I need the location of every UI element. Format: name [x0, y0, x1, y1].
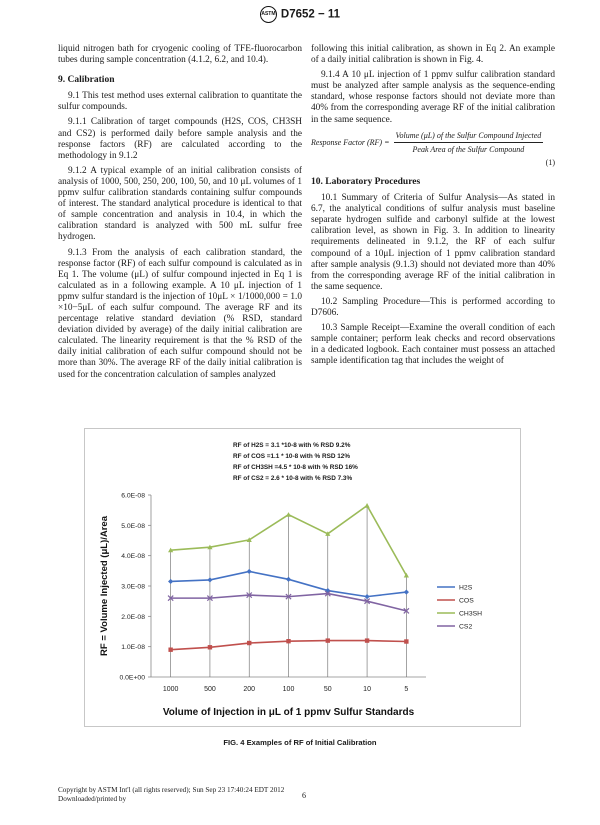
page-header [0, 6, 600, 23]
equation-denominator: Peak Area of the Sulfur Compound [412, 144, 525, 154]
x-tick-label: 1000 [162, 686, 179, 693]
legend-label-ch3sh: CH3SH [459, 610, 483, 618]
figure-4-chart [84, 428, 521, 727]
annotation-cs2: RF of CS2 = 2.6 * 10-8 with % RSD 7.3% [233, 475, 353, 482]
legend-label-cos: COS [459, 597, 474, 605]
x-tick-label: 5 [404, 686, 409, 693]
data-point-h2s [247, 569, 252, 574]
x-tick-label: 200 [243, 686, 256, 693]
y-tick-label: 6.0E-08 [121, 492, 145, 500]
figure-caption: FIG. 4 Examples of RF of Initial Calibration [223, 738, 377, 747]
y-tick-label: 0.0E+00 [119, 674, 145, 682]
right-column [311, 44, 555, 371]
x-tick-label: 50 [323, 686, 332, 693]
para-9-1-1: 9.1.1 Calibration of target compounds (H2S, COS, CH3SH and CS2) is performed daily before sample analysis and the response factors (RF) are calculated according to the methodology in 9.1.2 [58, 117, 302, 161]
y-tick-label: 2.0E-08 [121, 613, 145, 621]
data-point-cos [404, 639, 408, 643]
x-tick-label: 100 [282, 686, 295, 693]
y-tick-label: 4.0E-08 [121, 553, 145, 561]
page-number: 6 [302, 791, 306, 800]
data-point-cos [286, 639, 290, 643]
data-point-cos [365, 638, 369, 642]
legend-label-h2s: H2S [459, 584, 473, 592]
data-point-h2s [286, 577, 291, 582]
equation-lhs: Response Factor (RF) = [311, 137, 390, 147]
para-10-2: 10.2 Sampling Procedure—This is performed according to D7606. [311, 296, 555, 318]
data-point-cos [247, 641, 251, 645]
left-continued-paragraph: liquid nitrogen bath for cryogenic cooling of TFE-fluorocarbon tubes during sample concentration (4.1.2, 6.2, and 10.4). [58, 44, 302, 66]
data-point-ch3sh [286, 512, 291, 517]
equation-1 [311, 130, 555, 155]
para-9-1-4: 9.1.4 A 10 μL injection of 1 ppmv sulfur calibration standard must be analyzed after sample analysis as the sequence-ending standard, whose response factors should not deviate more than 40% from the corresponding average RF of the initial calibration in the same sequence. [311, 70, 555, 125]
y-tick-label: 3.0E-08 [121, 583, 145, 591]
data-point-cos [326, 638, 330, 642]
copyright-footer [58, 786, 284, 804]
x-axis-title: Volume of Injection in μL of 1 ppmv Sulfur Standards [162, 707, 415, 718]
rf-line-chart [85, 429, 520, 726]
downloaded-line: Downloaded/printed by [58, 795, 127, 803]
y-tick-label: 5.0E-08 [121, 522, 145, 530]
y-tick-label: 1.0E-08 [121, 644, 145, 652]
section-10-heading: 10. Laboratory Procedures [311, 176, 421, 187]
para-10-1: 10.1 Summary of Criteria of Sulfur Analysis—As stated in 6.7, the analytical conditions of sulfur analysis must baseline separate hydrogen sulfide and carbonyl sulfide at the lowest calibration level, as shown in Fig. 3. In addition to linearity requirements delineated in 9.1.2, the RF of each sulfur compound of a 10μL injection of 1 ppmv calibration standard after sample analysis (9.1.3) should not deviated more than 40% from the corresponding average RF of the initial calibration in the same sequence. [311, 193, 555, 292]
equation-number: (1) [545, 157, 555, 167]
y-axis-title: RF = Volume Injected (μL)/Area [99, 516, 110, 656]
para-9-1-3: 9.1.3 From the analysis of each calibration standard, the response factor (RF) of each sulfur compound is calculated as in Eq 1. The volume (μL) of sulfur compound injected in Eq 1 is calculated as in a following example. A 10 μL injection of 1 ppmv sulfur standard is the injection of 10μL × 1/1000,000 = 1.0 ×10−5μL of each sulfur compound. The average RF and its percentage relative standard deviation (% RSD, standard deviation divided by average) of the daily initial calibration are calculated. The linearity requirement is that the % RSD of the daily initial calibration of each sulfur compound should not be more than 30%. The average RF of the daily initial calibration is used for the concentration calculation of samples analyzed [58, 247, 302, 380]
annotation-cos: RF of COS =1.1 * 10-8 with % RSD 12% [233, 453, 351, 460]
data-point-cos [168, 648, 172, 652]
para-9-1: 9.1 This test method uses external calibration to quantitate the sulfur compounds. [58, 91, 302, 113]
x-tick-label: 500 [204, 686, 216, 693]
para-10-3: 10.3 Sample Receipt—Examine the overall condition of each sample container; perform leak checks and record observations in a dedicated logbook. Each container must possess an attached sample identification tag that includes the weight of [311, 323, 555, 367]
annotation-ch3sh: RF of CH3SH =4.5 * 10-8 with % RSD 16% [233, 464, 358, 471]
legend-label-cs2: CS2 [459, 623, 473, 631]
right-continued-paragraph: following this initial calibration, as shown in Eq 2. An example of a daily initial calibration is shown in Fig. 4. [311, 44, 555, 66]
equation-fraction [394, 130, 544, 155]
data-point-h2s [404, 589, 409, 594]
data-point-ch3sh [364, 503, 369, 508]
data-point-h2s [364, 594, 369, 599]
copyright-line: Copyright by ASTM Int'l (all rights reserved); Sun Sep 23 17:40:24 EDT 2012 [58, 786, 285, 794]
data-point-h2s [168, 579, 173, 584]
data-point-h2s [207, 577, 212, 582]
annotation-h2s: RF of H2S = 3.1 *10-8 with % RSD 9.2% [233, 442, 351, 449]
left-column [58, 44, 302, 385]
x-tick-label: 10 [363, 686, 371, 693]
data-point-cos [208, 645, 212, 649]
designation: D7652 − 11 [280, 8, 341, 21]
section-9-heading: 9. Calibration [58, 75, 115, 86]
equation-numerator: Volume (μL) of the Sulfur Compound Injected [394, 130, 544, 143]
para-9-1-2: 9.1.2 A typical example of an initial calibration consists of analysis of 1000, 500, 250, 200, 100, 50, and 10 μL volumes of 1 ppmv sulfur calibration standards containing sulfur compounds of interest. The standard analytical procedure is identical to that of sample concentration and analysis in 10.4, in which the calibration standard is analyzed with 500 mL sulfur free hydrogen. [58, 165, 302, 243]
astm-logo-icon: ASTM [260, 6, 277, 23]
